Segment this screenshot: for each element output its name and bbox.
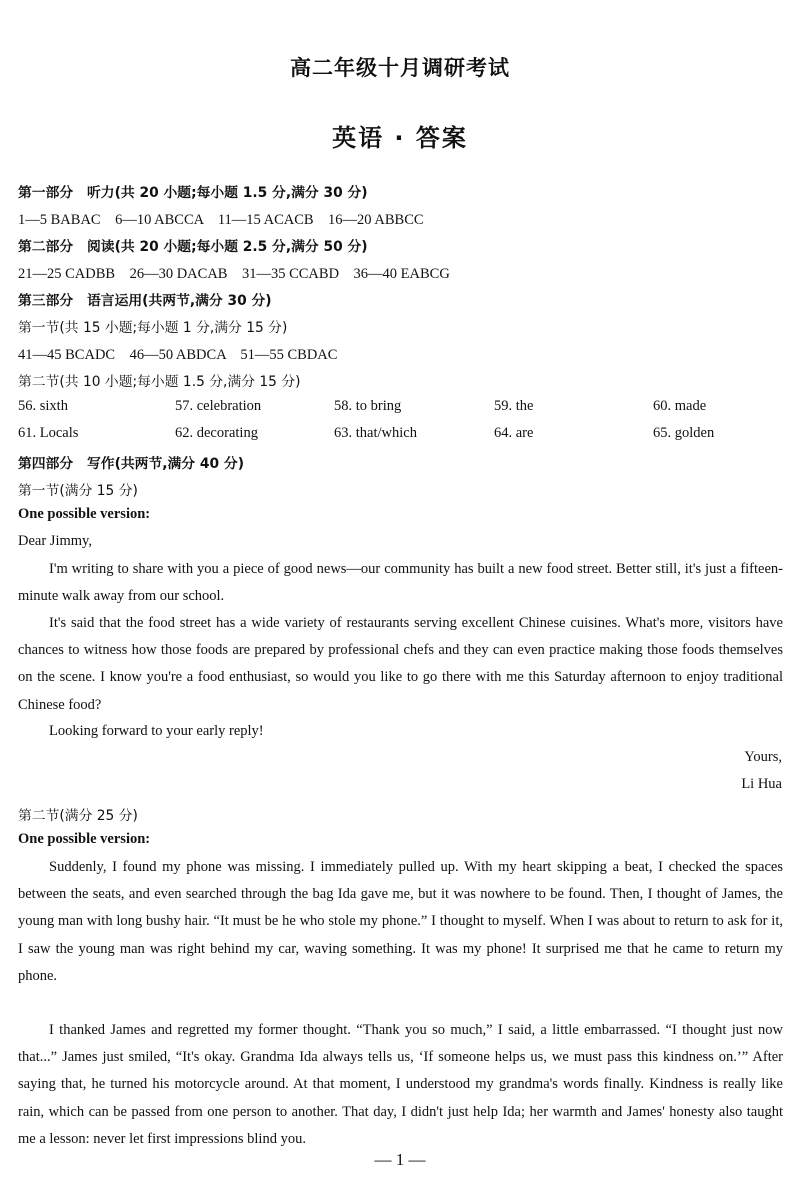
- part3-section1-heading: 第一节(共 15 小题;每小题 1 分,满分 15 分): [18, 320, 288, 336]
- part3-section1-answers: 41—45 BCADC 46—50 ABDCA 51—55 CBDAC: [18, 347, 338, 363]
- letter-salutation: Dear Jimmy,: [18, 533, 92, 549]
- part1-heading: 第一部分 听力(共 20 小题;每小题 1.5 分,满分 30 分): [18, 185, 368, 201]
- page-title: 高二年级十月调研考试: [290, 56, 510, 80]
- page-number: — 1 —: [374, 1150, 426, 1169]
- part4-heading: 第四部分 写作(共两节,满分 40 分): [18, 456, 245, 472]
- part1-answers: 1—5 BABAC 6—10 ABCCA 11—15 ACACB 16—20 ABBCC: [18, 212, 424, 228]
- letter-signature: Li Hua: [741, 776, 782, 792]
- fill-answer-59: 59. the: [494, 398, 534, 414]
- letter-paragraph-3: Looking forward to your early reply!: [49, 723, 264, 739]
- version-label-2: One possible version:: [18, 831, 151, 847]
- fill-answer-56: 56. sixth: [18, 398, 68, 414]
- part4-section1-heading: 第一节(满分 15 分): [18, 483, 138, 499]
- letter-closing: Yours,: [744, 749, 782, 765]
- fill-answer-62: 62. decorating: [175, 425, 258, 441]
- part4-section2-heading: 第二节(满分 25 分): [18, 808, 138, 824]
- fill-answer-57: 57. celebration: [175, 398, 262, 414]
- fill-answer-65: 65. golden: [653, 425, 715, 441]
- story-paragraph-1: Suddenly, I found my phone was missing. I immediately pulled up. With my heart skipping a beat, I checked the spaces between the seats, and even searched through the bag Ida gave me, but it was nowhere to be found. Then, I thought of James, the young man with long bushy hair. “It must be he who stole my phone.” I thought to myself. When I was about to return to ask for it, I saw the young man was right behind my car, waving something. It was my phone! It surprised me that he came to return my phone.: [18, 859, 783, 984]
- part3-section2-heading: 第二节(共 10 小题;每小题 1.5 分,满分 15 分): [18, 374, 301, 390]
- letter-paragraph-2: It's said that the food street has a wide variety of restaurants serving excellent Chinese cuisines. What's more, visitors have chances to witness how those foods are prepared by professional chefs and they can even practice making those foods themselves on the scene. I know you're a food enthusiast, so would you like to go there with me this Saturday afternoon to enjoy traditional Chinese food?: [18, 615, 783, 713]
- story-paragraph-2: I thanked James and regretted my former thought. “Thank you so much,” I said, a little embarrassed. “I thought just now that...” James just smiled, “It's okay. Grandma Ida always tells us, ‘If someone helps us, we must pass this kindness on.’” After saying that, he turned his motorcycle around. At that moment, I understood my grandma's words finally. Kindness is really like rain, which can be passed from one person to another. That day, I didn't just help Ida; her warmth and James' honesty also taught me a lesson: never let first impressions blind you.: [18, 1022, 783, 1147]
- version-label-1: One possible version:: [18, 506, 151, 522]
- part2-heading: 第二部分 阅读(共 20 小题;每小题 2.5 分,满分 50 分): [18, 239, 368, 255]
- part3-heading: 第三部分 语言运用(共两节,满分 30 分): [18, 293, 272, 309]
- fill-answer-60: 60. made: [653, 398, 707, 414]
- letter-paragraph-1: I'm writing to share with you a piece of good news—our community has built a new food street. Better still, it's just a fifteen-minute walk away from our school.: [18, 561, 783, 605]
- fill-answer-58: 58. to bring: [334, 398, 402, 414]
- page-subtitle: 英语 · 答案: [332, 124, 468, 152]
- fill-answer-63: 63. that/which: [334, 425, 417, 441]
- fill-answer-64: 64. are: [494, 425, 534, 441]
- fill-answer-61: 61. Locals: [18, 425, 79, 441]
- part2-answers: 21—25 CADBB 26—30 DACAB 31—35 CCABD 36—40 EABCG: [18, 266, 450, 282]
